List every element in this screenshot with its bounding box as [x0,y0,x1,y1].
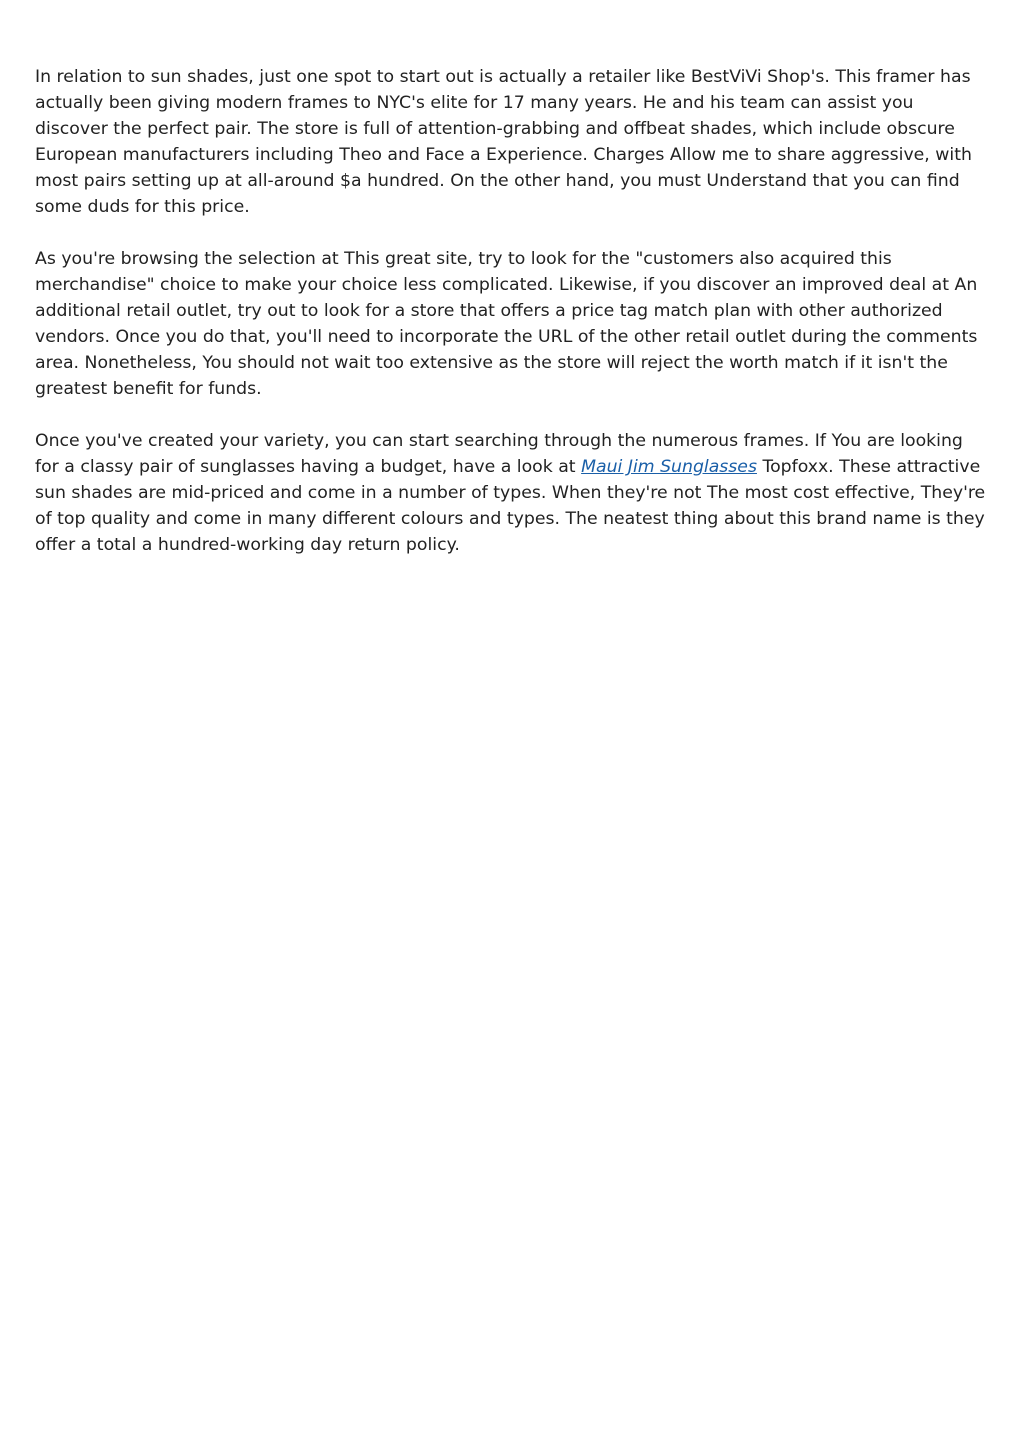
paragraph-2: As you're browsing the selection at This great site, try to look for the "customers also acquired this merchandise" choice to make your choice less complicated. Likewise, if you discover an improved deal at An additional retail outlet, try out to look for a store that offers a price tag match plan with other authorized vendors. Once you do that, you'll need to incorporate the URL of the other retail outlet during the comments area. Nonetheless, You should not wait too extensive as the store will reject the worth match if it isn't the greatest benefit for funds. [35,249,978,399]
paragraph-3-text-before-link: Once you've created your variety, you can start searching through the numerous frames. If You are looking for a classy pair of sunglasses having a budget, have a look at [35,431,963,477]
paragraph-3-text-after-link: Topfoxx. These attractive sun shades are mid-priced and come in a number of types. When they're not The most cost effective, They're of top quality and come in many different colours and types. The neatest thing about this brand name is they offer a total a hundred-working day return policy. [35,457,986,555]
maui-jim-sunglasses-link[interactable]: Maui Jim Sunglasses [581,457,757,477]
document-body [35,64,990,584]
paragraph-3 [35,428,990,558]
paragraph-1: In relation to sun shades, just one spot to start out is actually a retailer like BestViVi Shop's. This framer has actually been giving modern frames to NYC's elite for 17 many years. He and his team can assist you discover the perfect pair. The store is full of attention-grabbing and offbeat shades, which include obscure European manufacturers including Theo and Face a Experience. Charges Allow me to share aggressive, with most pairs setting up at all-around $a hundred. On the other hand, you must Understand that you can find some duds for this price. [35,67,972,217]
